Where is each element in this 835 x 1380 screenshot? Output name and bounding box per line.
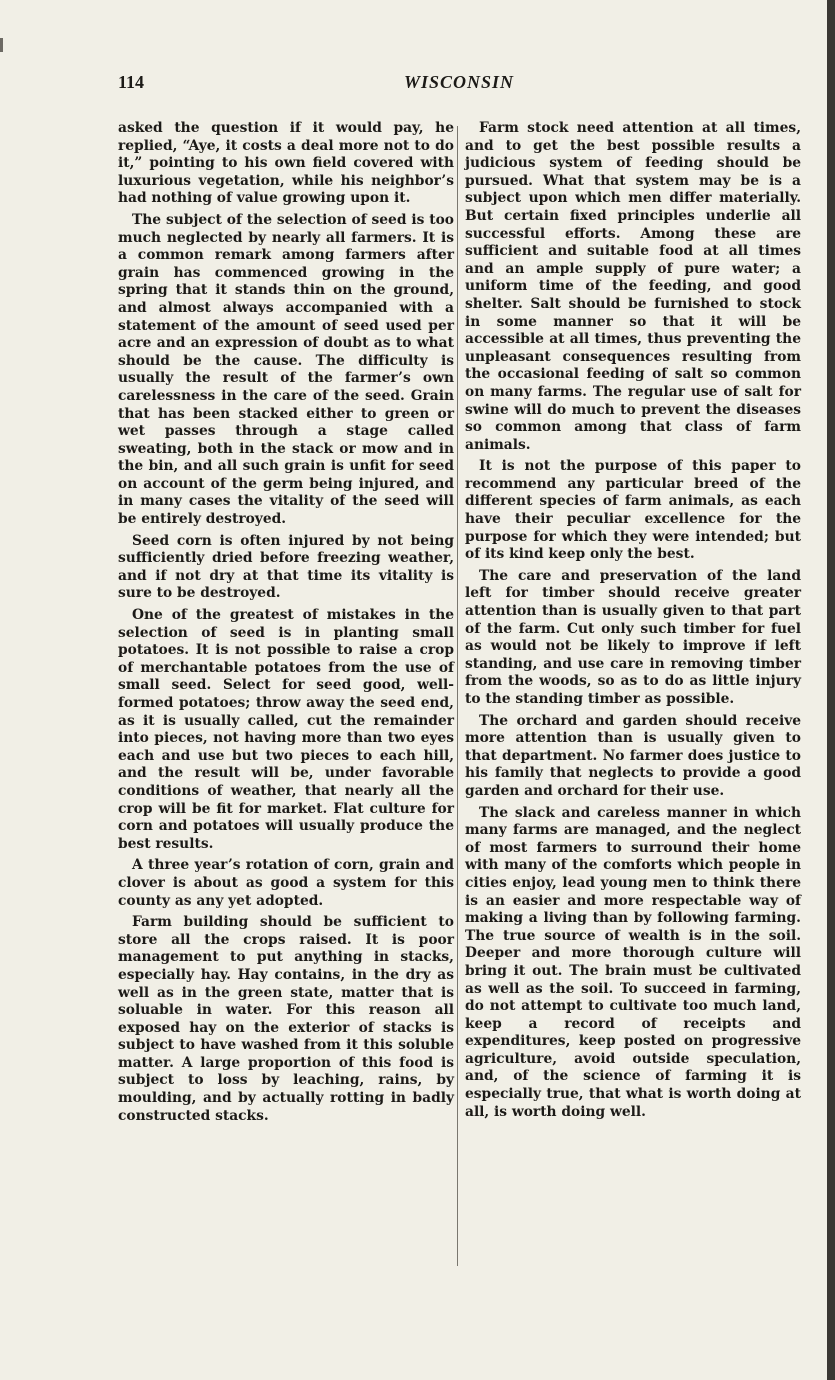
paragraph: The subject of the selection of seed is too much neglected by nearly all farmers. It is a common remark among farmers after grain has commenced growing in the spring that it stands thin on the ground, and almost always accompanied with a statement of the amount of seed used per acre and an expression of doubt as to what should be the cause. The difficulty is usually the result of the farmer’s own carelessness in the care of the seed. Grain that has been stacked either to green or wet passes through a stage called sweating, both in the stack or mow and in the bin, and all such grain is unfit for seed on account of the germ being injured, and in many cases the vitality of the seed will be entirely destroyed. (118, 211, 454, 528)
paragraph: asked the question if it would pay, he replied, “Aye, it costs a deal more not to do it,” pointing to his own field covered with luxurious vegetation, while his neighbor’s had nothing of value growing upon it. (118, 120, 454, 207)
left-column (118, 120, 454, 1129)
paragraph: Seed corn is often injured by not being sufficiently dried before freezing weather, and if not dry at that time its vitality is sure to be destroyed. (118, 532, 454, 602)
paragraph: One of the greatest of mistakes in the selection of seed is in planting small potatoes. It is not possible to raise a crop of merchantable potatoes from the use of small seed. Select for seed good, well-formed potatoes; throw away the seed end, as it is usually called, cut the remainder into pieces, not having more than two eyes each and use but two pieces to each hill, and the result will be, under favorable conditions of weather, that nearly all the crop will be fit for market. Flat culture for corn and potatoes will usually produce the best results. (118, 607, 454, 852)
scan-mark (0, 38, 3, 52)
paragraph: The orchard and garden should receive more attention than is usually given to that department. No farmer does justice to his family that neglects to provide a good garden and orchard for their use. (465, 712, 801, 799)
column-divider (457, 126, 458, 1266)
paragraph: The care and preservation of the land left for timber should receive greater attention than is usually given to that part of the farm. Cut only such timber for fuel as would not be likely to improve if left standing, and use care in removing timber from the woods, so as to do as little injury to the standing timber as possible. (465, 567, 801, 707)
right-column (465, 120, 801, 1125)
page-number: 114 (118, 72, 145, 92)
paragraph: It is not the purpose of this paper to recommend any particular breed of the different species of farm animals, as each have their peculiar excellence for the purpose for which they were intended; but of its kind keep only the best. (465, 458, 801, 563)
paragraph: The slack and careless manner in which many farms are managed, and the neglect of most farmers to surround their home with many of the comforts which people in cities enjoy, lead young men to think there is an easier and more respectable way of making a living than by following farming. The true source of wealth is in the soil. Deeper and more thorough culture will bring it out. The brain must be cultivated as well as the soil. To succeed in farming, do not attempt to cultivate too much land, keep a record of receipts and expenditures, keep posted on progressive agriculture, avoid outside speculation, and, of the science of farming it is especially true, that what is worth doing at all, is worth doing well. (465, 804, 801, 1120)
paragraph: Farm building should be sufficient to store all the crops raised. It is poor management to put anything in stacks, especially hay. Hay contains, in the dry as well as in the green state, matter that is soluable in water. For this reason all exposed hay on the exterior of stacks is subject to have washed from it this soluble matter. A large proportion of this food is subject to loss by leaching, rains, by moulding, and by actually rotting in badly constructed stacks. (118, 914, 454, 1124)
paragraph: Farm stock need attention at all times, and to get the best possible results a judicious system of feeding should be pursued. What that system may be is a subject upon which men differ materially. But certain fixed principles underlie all successful efforts. Among these are sufficient and suitable food at all times and an ample supply of pure water; a uniform time of the feeding, and good shelter. Salt should be furnished to stock in some manner so that it will be accessible at all times, thus preventing the unpleasant consequences resulting from the occasional feeding of salt so common on many farms. The regular use of salt for swine will do much to prevent the diseases so common among that class of farm animals. (465, 120, 801, 453)
paragraph: A three year’s rotation of corn, grain and clover is about as good a system for this county as any yet adopted. (118, 857, 454, 909)
running-title: WISCONSIN (403, 72, 515, 92)
page-header (118, 72, 800, 96)
scan-edge (827, 0, 835, 1380)
